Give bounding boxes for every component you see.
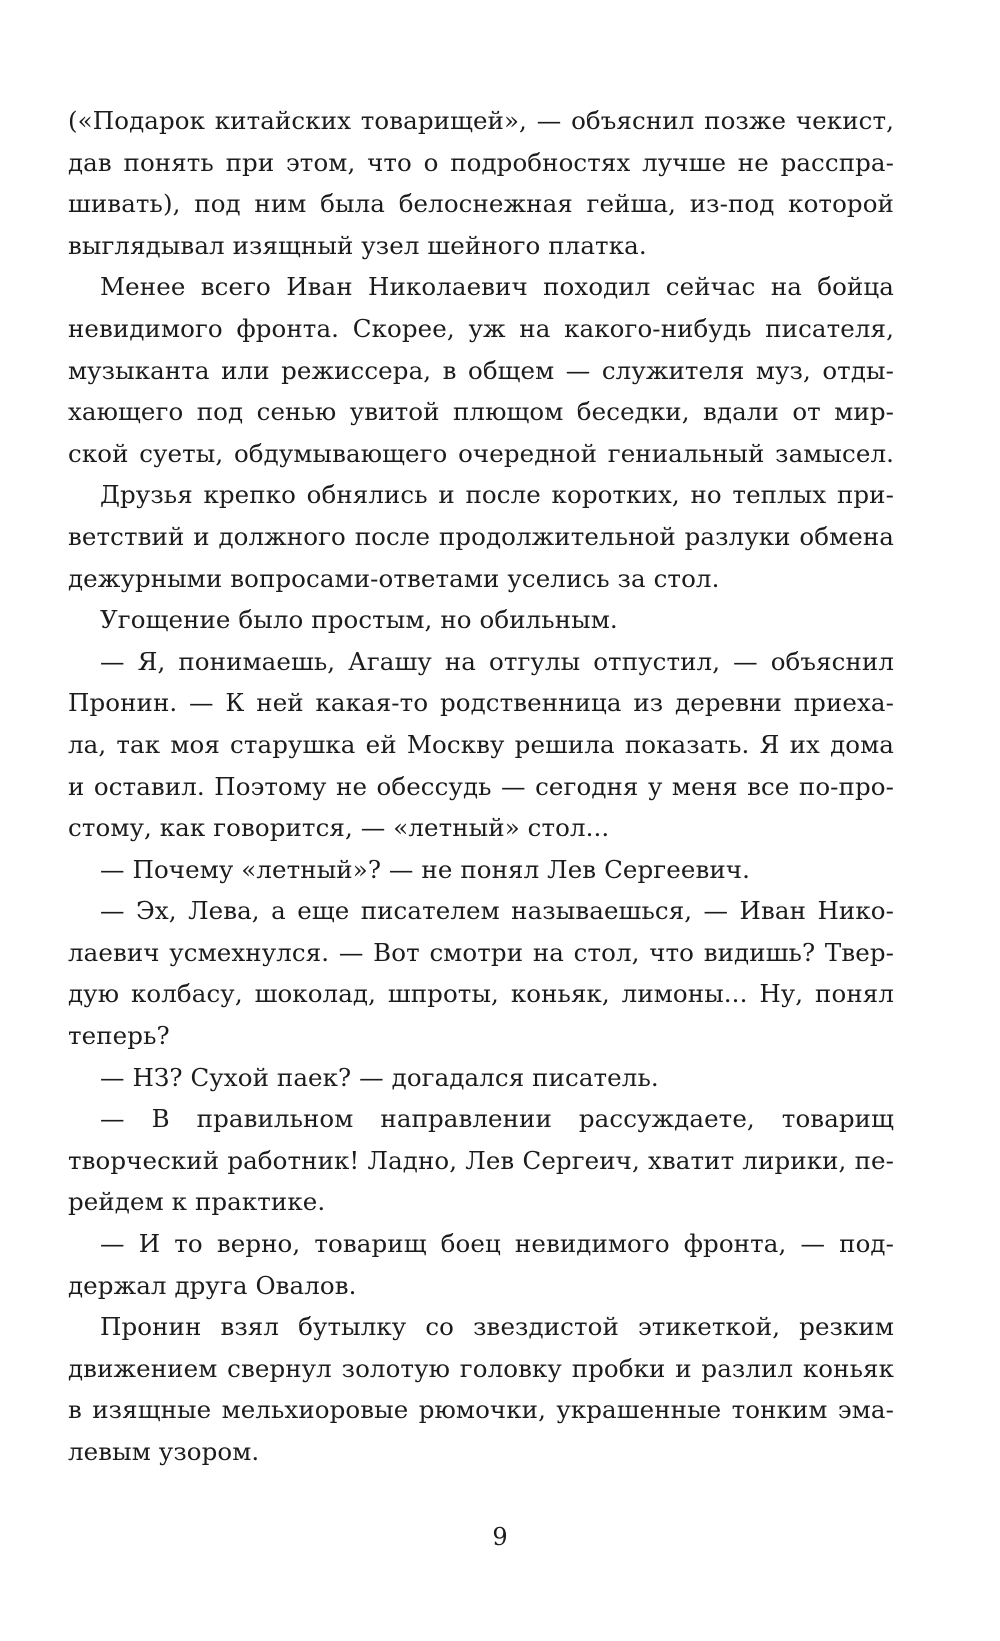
text-line: движением свернул золотую головку пробки и разлил коньяк (68, 1353, 894, 1383)
text-line: дую колбасу, шоколад, шпроты, коньяк, лимоны... Ну, понял (68, 979, 894, 1009)
text-line: лаевич усмехнулся. — Вот смотри на стол, что видишь? Твер- (68, 937, 894, 967)
text-line: — НЗ? Сухой паек? — догадался писатель. (100, 1062, 659, 1092)
body-text (68, 100, 894, 1473)
text-line: левым узором. (68, 1437, 260, 1466)
page-number: 9 (492, 1523, 508, 1551)
text-line: теперь? (68, 1021, 170, 1051)
text-line: в изящные мельхиоровые рюмочки, украшенные тонким эма- (68, 1395, 894, 1425)
text-line: выглядывал изящный узел шейного платка. (68, 230, 647, 260)
text-line: Друзья крепко обнялись и после коротких, но теплых при- (100, 480, 894, 510)
text-line: дав понять при этом, что о подробностях лучше не расспра- (68, 147, 894, 177)
text-line: держал друга Овалов. (68, 1270, 357, 1300)
text-line: ветствий и должного после продолжительной разлуки обмена (68, 521, 894, 551)
text-line: шивать), под ним была белоснежная гейша, из-под которой (68, 189, 894, 219)
text-line: Угощение было простым, но обильным. (100, 605, 618, 635)
text-line: и оставил. Поэтому не обессудь — сегодня у меня все по-про- (68, 771, 894, 801)
text-line: — Я, понимаешь, Агашу на отгулы отпустил, — объяснил (100, 646, 894, 676)
text-line: ской суеты, обдумывающего очередной гениальный замысел. (68, 438, 894, 468)
text-line: — И то верно, товарищ боец невидимого фронта, — под- (100, 1229, 894, 1259)
text-line: — Эх, Лева, а еще писателем называешься, — Иван Нико- (100, 896, 894, 926)
text-line: — Почему «летный»? — не понял Лев Сергеевич. (100, 854, 750, 884)
text-line: Пронин взял бутылку со звездистой этикеткой, резким (100, 1312, 894, 1342)
text-line: дежурными вопросами-ответами уселись за стол. (68, 563, 720, 593)
text-line: («Подарок китайских товарищей», — объяснил позже чекист, (68, 106, 894, 135)
text-line: рейдем к практике. (68, 1187, 326, 1217)
text-line: хающего под сенью увитой плющом беседки, вдали от мир- (68, 397, 894, 427)
text-line: стому, как говорится, — «летный» стол... (68, 813, 610, 843)
text-line: Пронин. — К ней какая-то родственница из деревни приеха- (68, 688, 894, 718)
text-line: ла, так моя старушка ей Москву решила показать. Я их дома (68, 729, 894, 759)
text-line: — В правильном направлении рассуждаете, товарищ (100, 1104, 894, 1134)
text-line: Менее всего Иван Николаевич походил сейчас на бойца (100, 272, 894, 302)
text-line: музыканта или режиссера, в общем — служителя муз, отды- (68, 355, 894, 385)
text-line: невидимого фронта. Скорее, уж на какого-нибудь писателя, (68, 313, 894, 343)
text-line: творческий работник! Ладно, Лев Сергеич, хватит лирики, пе- (68, 1145, 894, 1175)
